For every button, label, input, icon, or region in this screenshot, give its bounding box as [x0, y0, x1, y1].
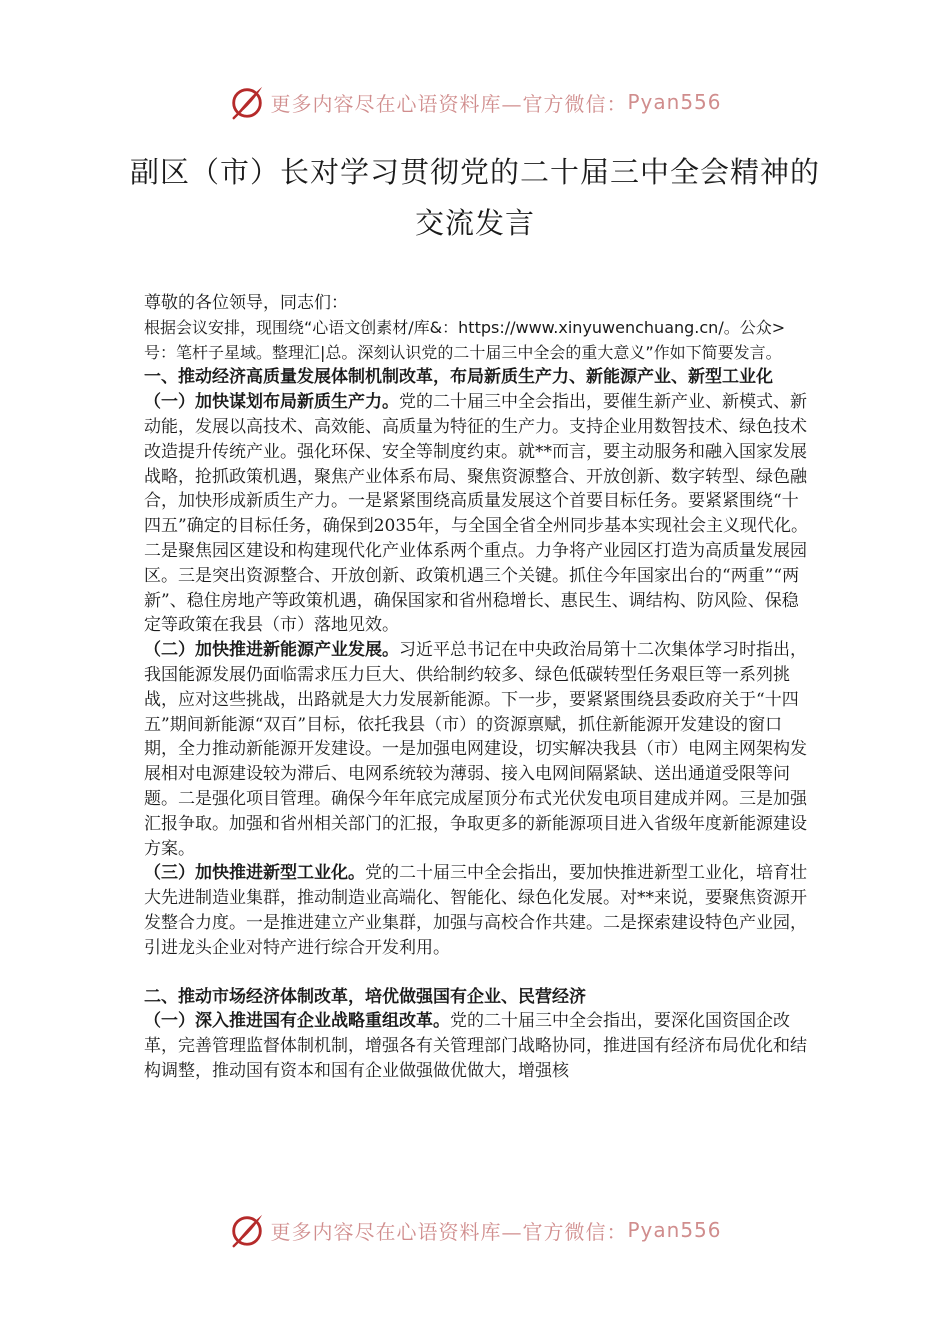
section-spacer	[144, 961, 812, 985]
document-title-line1: 副区（市）长对学习贯彻党的二十届三中全会精神的	[129, 155, 820, 189]
watermark-wechat-id: Pyan556	[627, 1218, 722, 1242]
intro-paragraph: 根据会议安排，现围绕“心语文创素材/库&：https://www.xinyuwenchuang.cn/。公众>号：笔杆子星域。整理汇|总。深刻认识党的二十届三中全会的重大意义”作如下简要发言。	[144, 317, 786, 362]
section1-item3-lead: （三）加快推进新型工业化。	[144, 863, 365, 884]
section2-item1-lead: （一）深入推进国有企业战略重组改革。	[144, 1011, 450, 1032]
feather-pen-logo-icon	[228, 1211, 266, 1249]
section1-item2-lead: （二）加快推进新能源产业发展。	[144, 640, 399, 661]
section2-heading: 二、推动市场经济体制改革，培优做强国有企业、民营经济	[144, 986, 586, 1007]
section1-item3	[144, 861, 812, 960]
section1-item1-body: 党的二十届三中全会指出，要催生新产业、新模式、新动能，发展以高技术、高效能、高质量为特征的生产力。支持企业用数智技术、绿色技术改造提升传统产业。强化环保、安全等制度约束。就**而言，要主动服务和融入国家发展战略，抢抓政策机遇，聚焦产业体系布局、聚焦资源整合、开放创新、数字转型、绿色融合，加快形成新质生产力。一是紧紧围绕高质量发展这个首要目标任务。要紧紧围绕“十四五”确定的目标任务，确保到2035年，与全国全省全州同步基本实现社会主义现代化。二是聚焦园区建设和构建现代化产业体系两个重点。力争将产业园区打造为高质量发展园区。三是突出资源整合、开放创新、政策机遇三个关键。抓住今年国家出台的“两重”“两新”、稳住房地产等政策机遇，确保国家和省州稳增长、惠民生、调结构、防风险、保稳定等政策在我县（市）落地见效。	[144, 392, 808, 636]
section2-item1-body: 党的二十届三中全会指出，要深化国资国企改革，完善管理监督体制机制，增强各有关管理部门战略协同，推进国有经济布局优化和结构调整，推动国有资本和国有企业做强做优做大，增强核	[144, 1011, 807, 1081]
section1-item1-lead: （一）加快谋划布局新质生产力。	[144, 392, 399, 413]
document-body	[144, 291, 812, 1084]
watermark-text: 更多内容尽在心语资料库—官方微信：	[270, 91, 628, 116]
section1-item2	[144, 638, 812, 861]
watermark-banner-top	[0, 82, 950, 122]
section1-heading: 一、推动经济高质量发展体制机制改革，布局新质生产力、新能源产业、新型工业化	[144, 367, 773, 388]
salutation: 尊敬的各位领导，同志们：	[144, 293, 348, 313]
section2-item1	[144, 1009, 812, 1083]
watermark-banner-bottom	[0, 1210, 950, 1250]
watermark-wechat-id: Pyan556	[627, 90, 722, 114]
feather-pen-logo-icon	[228, 83, 266, 121]
document-title-line2: 交流发言	[414, 206, 535, 240]
section1-item3-body: 党的二十届三中全会指出，要加快推进新型工业化，培育壮大先进制造业集群，推动制造业高端化、智能化、绿色化发展。对**来说，要聚焦资源开发整合力度。一是推进建立产业集群，加强与高校合作共建。二是探索建设特色产业园，引进龙头企业对特产进行综合开发利用。	[144, 863, 807, 958]
section1-item1	[144, 390, 812, 638]
section1-item2-body: 习近平总书记在中央政治局第十二次集体学习时指出，我国能源发展仍面临需求压力巨大、供给制约较多、绿色低碳转型任务艰巨等一系列挑战，应对这些挑战，出路就是大力发展新能源。下一步，要紧紧围绕县委政府关于“十四五”期间新能源“双百”目标，依托我县（市）的资源禀赋，抓住新能源开发建设的窗口期，全力推动新能源开发建设。一是加强电网建设，切实解决我县（市）电网主网架构发展相对电源建设较为滞后、电网系统较为薄弱、接入电网间隔紧缺、送出通道受限等问题。二是强化项目管理。确保今年年底完成屋顶分布式光伏发电项目建成并网。三是加强汇报争取。加强和省州相关部门的汇报，争取更多的新能源项目进入省级年度新能源建设方案。	[144, 640, 807, 859]
watermark-text: 更多内容尽在心语资料库—官方微信：	[270, 1219, 628, 1244]
